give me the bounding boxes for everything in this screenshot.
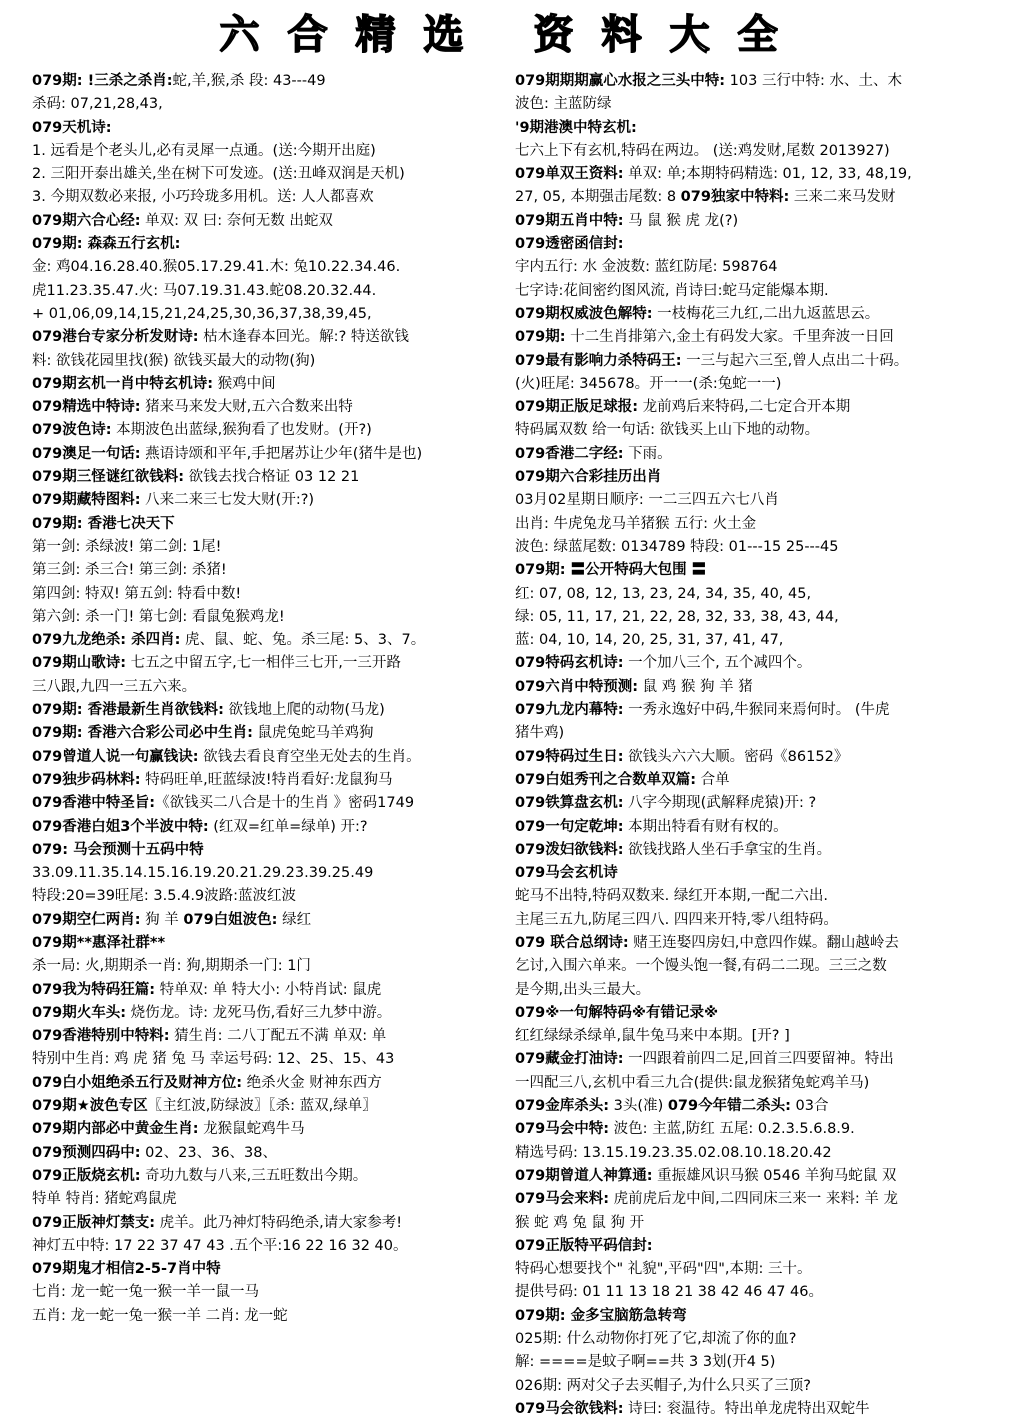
line-heading: 079正版神灯禁支: xyxy=(32,1214,156,1231)
line-text: (红双=红单=绿单) 开:? xyxy=(208,818,368,835)
text-line xyxy=(32,1258,507,1281)
line-heading: 079 联合总纲诗: xyxy=(515,934,629,951)
line-text: 103 三行中特: 水、土、木 xyxy=(725,73,902,89)
line-text: 烧伤龙。诗: 龙死马伤,看好三九梦中游。 xyxy=(126,1004,392,1021)
line-text: 杀一局: 火,期期杀一肖: 狗,期期杀一门: 1门 xyxy=(32,958,311,975)
line-text: 七五之中留五字,七一相伴三七开,一三开路 xyxy=(126,655,401,672)
text-line xyxy=(32,536,507,559)
line-text: 鼠虎兔蛇马羊鸡狗 xyxy=(252,725,374,742)
line-text: 鼠 鸡 猴 狗 羊 猪 xyxy=(638,678,753,695)
line-heading: 079期火车头: xyxy=(32,1004,127,1021)
line-heading: 079泼妇欲钱料: xyxy=(515,841,624,858)
line-heading: 079期: 〓公开特码大包围 〓 xyxy=(515,562,707,579)
line-heading: 079期权威波色解特: xyxy=(515,305,653,322)
text-line xyxy=(32,746,507,769)
text-line xyxy=(515,140,1000,163)
text-line xyxy=(515,676,1000,699)
line-heading: !三杀之杀肖: xyxy=(82,73,173,89)
text-line xyxy=(515,396,1000,419)
line-text: 三来二来马发财 xyxy=(789,189,896,206)
line-heading: 079正版烧玄机: xyxy=(32,1167,141,1184)
line-heading: 079期山歌诗: xyxy=(32,655,127,672)
line-text: 03月02星期日顺序: 一二三四五六七八肖 xyxy=(515,492,779,509)
text-line xyxy=(515,117,1000,140)
line-text: 特码旺单,旺蓝绿波!特肖看好:龙鼠狗马 xyxy=(140,771,393,788)
line-text: 欲钱头六六大顺。密码《86152》 xyxy=(623,748,849,765)
line-heading: 079期: 森森五行玄机: xyxy=(32,236,181,253)
line-heading: 079金库杀头: xyxy=(515,1098,610,1115)
line-text: 龙前鸡后来特码,二七定合开本期 xyxy=(638,399,851,416)
line-heading: 079期空仁两肖: xyxy=(32,911,141,928)
line-heading: 079期六合彩挂历出肖 xyxy=(515,469,662,486)
text-line xyxy=(32,1025,507,1048)
line-heading: 079期藏特图料: xyxy=(32,492,141,509)
text-line xyxy=(515,373,1000,396)
text-line xyxy=(32,885,507,908)
line-text: 八来二来三七发大财(开:?) xyxy=(140,492,315,509)
text-line xyxy=(32,816,507,839)
text-line xyxy=(515,816,1000,839)
line-text: 出肖: 牛虎兔龙马羊猪猴 五行: 火土金 xyxy=(515,515,757,532)
text-line xyxy=(515,256,1000,279)
line-text: 欲钱地上爬的动物(马龙) xyxy=(223,702,385,719)
line-heading: 079澳足一句话: xyxy=(32,445,141,462)
line-text: 下雨。 xyxy=(623,445,672,462)
text-line xyxy=(32,1281,507,1304)
line-text: (火)旺尾: 345678。开一一(杀:兔蛇一一) xyxy=(515,375,782,392)
line-text: 025期: 什么动物你打死了它,却流了你的血? xyxy=(515,1331,797,1348)
text-line xyxy=(32,839,507,862)
line-text: 猪来马来发大财,五六合数来出特 xyxy=(140,399,353,416)
line-text: 燕语诗颂和平年,手把屠苏让少年(猪牛是也) xyxy=(140,445,423,462)
text-line xyxy=(515,979,1000,1002)
text-line xyxy=(32,443,507,466)
line-text: 宇内五行: 水 金波数: 蓝红防尾: 598764 xyxy=(515,259,778,276)
line-heading: 079马会玄机诗 xyxy=(515,865,618,882)
text-line xyxy=(515,932,1000,955)
line-heading: 079期五肖中特: xyxy=(515,212,624,229)
line-text: 单双: 双 曰: 奈何无数 出蛇双 xyxy=(140,212,333,229)
line-heading: 079我为特码狂篇: xyxy=(32,981,156,998)
text-line xyxy=(32,350,507,373)
text-line xyxy=(32,629,507,652)
line-text: 七肖: 龙一蛇一兔一猴一羊一鼠一马 xyxy=(32,1284,259,1301)
text-line xyxy=(515,466,1000,489)
text-line xyxy=(515,443,1000,466)
line-text: 龙猴鼠蛇鸡牛马 xyxy=(198,1121,305,1138)
text-line xyxy=(515,536,1000,559)
line-text: 精选号码: 13.15.19.23.35.02.08.10.18.20.42 xyxy=(515,1144,832,1161)
line-heading: 079一句定乾坤: xyxy=(515,818,624,835)
line-text: 波色: 绿蓝尾数: 0134789 特段: 01---15 25---45 xyxy=(515,538,839,555)
line-text: 虎11.23.35.47.火: 马07.19.31.43.蛇08.20.32.44. xyxy=(32,282,377,299)
text-line xyxy=(32,652,507,675)
line-text: 1. 远看是个老头儿,必有灵犀一点通。(送:今期开出庭) xyxy=(32,142,376,159)
line-text: 《欲钱买二八合是十的生肖 》密码1749 xyxy=(155,795,415,812)
text-line xyxy=(515,1328,1000,1351)
text-line xyxy=(515,93,1000,116)
line-text: 一枝梅花三九红,二出九返蓝思云。 xyxy=(652,305,880,322)
text-line xyxy=(32,419,507,442)
text-line xyxy=(515,583,1000,606)
text-line xyxy=(32,1072,507,1095)
text-line xyxy=(32,1048,507,1071)
line-heading: 079期★波色专区 xyxy=(32,1098,148,1115)
line-text: 是今期,出头三最大。 xyxy=(515,981,651,998)
line-heading: 079期六合心经: xyxy=(32,212,141,229)
text-line xyxy=(32,769,507,792)
line-heading: 079期: 香港最新生肖欲钱料: xyxy=(32,702,224,719)
line-text: 一三与起六三至,曾人点出二十码。 xyxy=(681,352,909,369)
line-heading: 079白小姐绝杀五行及财神方位: xyxy=(32,1074,243,1091)
text-line xyxy=(515,186,1000,209)
line-heading: 079白姐秀刊之合数单双篇: xyxy=(515,771,697,788)
text-line xyxy=(32,93,507,116)
text-line xyxy=(515,1235,1000,1258)
line-text: 特码属双数 给一句话: 欲钱买上山下地的动物。 xyxy=(515,422,820,439)
text-line xyxy=(32,1235,507,1258)
text-line xyxy=(515,1048,1000,1071)
text-line xyxy=(32,1118,507,1141)
line-text: 解: ====是蚊子啊==共 3 3划(开4 5) xyxy=(515,1354,776,1371)
line-heading: 079特码玄机诗: xyxy=(515,655,624,672)
text-line xyxy=(515,746,1000,769)
line-text: 欲钱找路人坐石手拿宝的生肖。 xyxy=(623,841,832,858)
line-text: 红: 07, 08, 12, 13, 23, 24, 34, 35, 40, 45, xyxy=(515,585,812,602)
line-heading: 079香港二字经: xyxy=(515,445,624,462)
text-line xyxy=(32,955,507,978)
text-line xyxy=(32,326,507,349)
line-text: 乞讨,入围六单来。一个馒头饱一餐,有码二二现。三三之数 xyxy=(515,958,887,975)
line-text: 七六上下有玄机,特码在两边。 (送:鸡发财,尾数 2013927) xyxy=(515,142,890,159)
text-line xyxy=(515,652,1000,675)
text-line xyxy=(515,163,1000,186)
text-line xyxy=(515,303,1000,326)
text-line xyxy=(515,419,1000,442)
text-line xyxy=(32,233,507,256)
text-line xyxy=(32,909,507,932)
line-heading: 079波色诗: xyxy=(32,422,112,439)
line-text: 绿红 xyxy=(277,911,312,928)
line-heading: 079独步码林料: xyxy=(32,771,141,788)
line-heading: 079期曾道人神算通: xyxy=(515,1167,653,1184)
line-heading: 079香港白姐3个半波中特: xyxy=(32,818,209,835)
text-line xyxy=(32,303,507,326)
line-heading: 079期: 香港七决天下 xyxy=(32,515,175,532)
line-text: 提供号码: 01 11 13 18 21 38 42 46 47 46。 xyxy=(515,1284,823,1301)
text-line xyxy=(32,1188,507,1211)
text-line xyxy=(515,326,1000,349)
line-text: 波色: 主蓝,防红 五尾: 0.2.3.5.6.8.9. xyxy=(609,1121,855,1138)
text-line xyxy=(32,256,507,279)
line-text: 特别中生肖: 鸡 虎 猪 兔 马 幸运号码: 12、25、15、43 xyxy=(32,1051,395,1068)
line-text: 赌王连娶四房妇,中意四作媒。翻山越岭去 xyxy=(628,934,899,951)
line-text: 猴鸡中间 xyxy=(213,375,276,392)
line-text: 八字今期现(武解释虎猿)开: ? xyxy=(623,795,817,812)
line-text: 蓝: 04, 10, 14, 20, 25, 31, 37, 41, 47, xyxy=(515,632,784,649)
text-line xyxy=(515,1375,1000,1398)
text-line xyxy=(515,1258,1000,1281)
line-text: 一四配三八,玄机中看三九合(提供:鼠龙猴猪兔蛇鸡羊马) xyxy=(515,1074,870,1091)
line-heading: 079九龙内幕特: xyxy=(515,702,624,719)
line-text: 红红绿绿杀绿单,鼠牛兔马来中本期。[开? ] xyxy=(515,1028,790,1045)
line-heading: 079曾道人说一句赢钱诀: xyxy=(32,748,199,765)
text-line xyxy=(32,932,507,955)
text-line xyxy=(32,210,507,233)
line-heading: 079期内部必中黄金生肖: xyxy=(32,1121,199,1138)
text-line xyxy=(515,1002,1000,1025)
line-text: 特单 特肖: 猪蛇鸡鼠虎 xyxy=(32,1191,177,1208)
line-heading: 079期鬼才相信2-5-7肖中特 xyxy=(32,1261,221,1278)
line-text: 特码心想要找个" 礼貌",平码"四",本期: 三十。 xyxy=(515,1261,812,1278)
text-line xyxy=(515,1142,1000,1165)
text-line xyxy=(515,513,1000,536)
text-line xyxy=(32,583,507,606)
line-text: 026期: 两对父子去买帽子,为什么只买了三顶? xyxy=(515,1377,811,1394)
line-heading: 079期玄机一肖中特玄机诗: xyxy=(32,375,214,392)
line-heading: 079正版特平码信封: xyxy=(515,1237,653,1254)
text-line xyxy=(515,1188,1000,1211)
line-heading: 079精选中特诗: xyxy=(32,399,141,416)
line-heading: 079期**惠泽社群** xyxy=(32,934,166,951)
text-line xyxy=(515,280,1000,303)
line-text: 诗曰: 衮温待。特出单龙虎特出双蛇牛 xyxy=(623,1400,870,1417)
line-heading: 079香港特别中特料: xyxy=(32,1028,170,1045)
text-line xyxy=(515,1118,1000,1141)
line-text: 重振雄风识马猴 0546 羊狗马蛇鼠 双 xyxy=(652,1167,897,1184)
line-heading: 079独家中特料: xyxy=(680,189,790,206)
text-line xyxy=(32,1002,507,1025)
text-line xyxy=(515,699,1000,722)
line-heading: 079藏金打油诗: xyxy=(515,1051,624,1068)
line-text: 27, 05, 本期强击尾数: 8 xyxy=(515,189,681,206)
line-heading: 079期: 香港六合彩公司必中生肖: xyxy=(32,725,253,742)
text-line xyxy=(515,862,1000,885)
line-text: 03合 xyxy=(790,1098,829,1115)
line-heading: 079天机诗: xyxy=(32,119,112,136)
text-line xyxy=(32,676,507,699)
text-line xyxy=(515,792,1000,815)
text-line xyxy=(32,722,507,745)
line-text: 欲钱去看良育空坐无处去的生肖。 xyxy=(198,748,421,765)
line-heading: 079今年错二杀头: xyxy=(667,1098,791,1115)
left-column xyxy=(32,70,507,1328)
line-text: 3. 今期双数必来报, 小巧玲珑多用机。送: 人人都喜欢 xyxy=(32,189,374,206)
text-line xyxy=(515,1281,1000,1304)
text-line xyxy=(32,1142,507,1165)
text-line xyxy=(515,1025,1000,1048)
text-line xyxy=(515,1095,1000,1118)
text-line xyxy=(32,606,507,629)
text-line xyxy=(515,839,1000,862)
line-text: 金: 鸡04.16.28.40.猴05.17.29.41.木: 兔10.22.34.46. xyxy=(32,259,401,276)
line-text: 第三剑: 杀三合! 第三剑: 杀猪! xyxy=(32,562,227,579)
line-text: 一秀永逸好中码,牛猴同来焉何时。 (牛虎 xyxy=(623,702,890,719)
line-text: 猜生肖: 二八丁配五不满 单双: 单 xyxy=(169,1028,387,1045)
text-line xyxy=(515,233,1000,256)
line-text: 料: 欲钱花园里找(猴) 欲钱买最大的动物(狗) xyxy=(32,352,316,369)
text-line xyxy=(515,606,1000,629)
text-line xyxy=(32,117,507,140)
line-text: 一个加八三个, 五个减四个。 xyxy=(623,655,812,672)
line-text: 2. 三阳开泰出雄关,坐在树下可发迹。(送:丑峰双润是天机) xyxy=(32,166,405,183)
right-column xyxy=(515,70,1000,1421)
text-line xyxy=(515,210,1000,233)
text-line xyxy=(515,350,1000,373)
line-text: 马 鼠 猴 虎 龙(?) xyxy=(623,212,739,229)
line-text: 特段:20=39旺尾: 3.5.4.9波路:蓝波红波 xyxy=(32,888,297,905)
line-text: 虎、鼠、蛇、兔。杀三尾: 5、3、7。 xyxy=(180,632,426,649)
line-text: 主尾三五九,防尾三四八. 四四来开特,零八组特码。 xyxy=(515,911,838,928)
line-heading: 079铁算盘玄机: xyxy=(515,795,624,812)
text-line xyxy=(32,466,507,489)
line-heading: 079期三怪谜红欲钱料: xyxy=(32,469,185,486)
line-text: 波色: 主蓝防绿 xyxy=(515,96,612,113)
line-heading: 079九龙绝杀: 杀四肖: xyxy=(32,632,181,649)
text-line xyxy=(32,699,507,722)
text-line xyxy=(32,280,507,303)
line-text: 虎前虎后龙中间,二四同床三来一 来料: 羊 龙 xyxy=(609,1191,899,1208)
text-line xyxy=(32,1305,507,1328)
text-line xyxy=(515,1212,1000,1235)
line-heading: 079单双王资料: xyxy=(515,166,624,183)
line-text: 单双: 单;本期特码精选: 01, 12, 33, 48,19, xyxy=(623,166,912,183)
text-line xyxy=(515,629,1000,652)
line-text: 本期波色出蓝绿,猴狗看了也发财。(开?) xyxy=(111,422,372,439)
line-text: 猪牛鸡) xyxy=(515,725,565,742)
text-line xyxy=(32,1165,507,1188)
text-line xyxy=(32,979,507,1002)
line-text: 绿: 05, 11, 17, 21, 22, 28, 32, 33, 38, 43, 44, xyxy=(515,608,839,625)
text-line xyxy=(32,186,507,209)
page-title: 六合精选 资料大全 xyxy=(219,11,806,58)
line-heading: 079预测四码中: xyxy=(32,1144,141,1161)
line-heading: 079马会欲钱料: xyxy=(515,1400,624,1417)
text-line xyxy=(515,70,1000,93)
line-text: 七字诗:花间密约图风流, 肖诗曰:蛇马定能爆本期. xyxy=(515,282,829,299)
line-text: 十二生肖排第六,金土有码发大家。千里奔波一日回 xyxy=(565,329,894,346)
line-text: 3头(准) xyxy=(609,1098,668,1115)
line-text: 五肖: 龙一蛇一兔一猴一羊 二肖: 龙一蛇 xyxy=(32,1307,288,1324)
line-text: 33.09.11.35.14.15.16.19.20.21.29.23.39.25.49 xyxy=(32,865,374,882)
line-text: 第一剑: 杀绿波! 第二剑: 1尾! xyxy=(32,538,222,555)
line-text: 合单 xyxy=(696,771,730,788)
line-text: 〖主红波,防绿波〗〖杀: 蓝双,绿单〗 xyxy=(147,1098,377,1115)
line-heading: 079特码过生日: xyxy=(515,748,624,765)
text-line xyxy=(515,909,1000,932)
line-text: 第六剑: 杀一门! 第七剑: 看鼠兔猴鸡龙! xyxy=(32,608,285,625)
line-heading: 079※一句解特码※有错记录※ xyxy=(515,1004,719,1021)
line-heading: 079白姐波色: xyxy=(183,911,278,928)
line-text: 欲钱去找合格证 03 12 21 xyxy=(184,469,360,486)
line-text: 第四剑: 特双! 第五剑: 特看中数! xyxy=(32,585,242,602)
text-line xyxy=(515,885,1000,908)
line-text: + 01,06,09,14,15,21,24,25,30,36,37,38,39,45, xyxy=(32,305,372,322)
text-line xyxy=(515,1165,1000,1188)
text-line xyxy=(32,70,507,93)
text-line xyxy=(32,373,507,396)
line-text: 枯木逢春本回光。解:? 特送欲钱 xyxy=(198,329,409,346)
line-heading: 079: 马会预测十五码中特 xyxy=(32,841,204,858)
text-line xyxy=(32,489,507,512)
line-heading: '9期港澳中特玄机: xyxy=(515,119,637,136)
text-line xyxy=(32,513,507,536)
text-line xyxy=(515,722,1000,745)
text-line xyxy=(32,1095,507,1118)
line-heading: 079六肖中特预测: xyxy=(515,678,639,695)
line-heading: 079最有影响力杀特码王: xyxy=(515,352,682,369)
line-heading: 079香港中特圣旨: xyxy=(32,795,156,812)
line-heading: 079期: xyxy=(32,73,83,89)
line-heading: 079期正版足球报: xyxy=(515,399,639,416)
line-heading: 079期: 金多宝脑筋急转弯 xyxy=(515,1307,687,1324)
line-heading: 079马会中特: xyxy=(515,1121,610,1138)
line-text: 神灯五中特: 17 22 37 47 43 .五个平:16 22 16 32 40。 xyxy=(32,1237,408,1254)
line-text: 本期出特看有财有权的。 xyxy=(623,818,788,835)
line-text: 02、23、36、38、 xyxy=(140,1144,277,1161)
text-line xyxy=(32,862,507,885)
line-text: 蛇马不出特,特码双数来. 绿红开本期,一配二六出. xyxy=(515,888,829,905)
text-line xyxy=(32,792,507,815)
text-line xyxy=(515,1398,1000,1421)
line-text: 杀码: 07,21,28,43, xyxy=(32,96,163,113)
line-heading: 079港台专家分析发财诗: xyxy=(32,329,199,346)
text-line xyxy=(515,559,1000,582)
text-line xyxy=(515,1351,1000,1374)
text-line xyxy=(515,1072,1000,1095)
line-heading: 079期期期赢心水报之三头中特: xyxy=(515,73,726,89)
line-text: 奇功九数与八来,三五旺数出今期。 xyxy=(140,1167,368,1184)
text-line xyxy=(32,559,507,582)
line-heading: 079透密函信封: xyxy=(515,236,624,253)
text-line xyxy=(515,769,1000,792)
line-text: 虎羊。此乃神灯特码绝杀,请大家参考! xyxy=(155,1214,403,1231)
line-text: 一四跟着前四二足,回首三四要留神。特出 xyxy=(623,1051,894,1068)
line-text: 特单双: 单 特大小: 小特肖试: 鼠虎 xyxy=(155,981,382,998)
line-text: 猴 蛇 鸡 兔 鼠 狗 开 xyxy=(515,1214,645,1231)
line-heading: 079期: xyxy=(515,329,566,346)
line-text: 狗 羊 xyxy=(140,911,184,928)
line-text: 三八跟,九四一三五六来。 xyxy=(32,678,197,695)
text-line xyxy=(515,955,1000,978)
line-text: 绝杀火金 财神东西方 xyxy=(242,1074,382,1091)
line-heading: 079马会来料: xyxy=(515,1191,610,1208)
text-line xyxy=(32,163,507,186)
text-line xyxy=(32,1212,507,1235)
text-line xyxy=(32,140,507,163)
text-line xyxy=(515,489,1000,512)
line-text: 蛇,羊,猴,杀 段: 43---49 xyxy=(172,73,326,89)
text-line xyxy=(515,1305,1000,1328)
text-line xyxy=(32,396,507,419)
